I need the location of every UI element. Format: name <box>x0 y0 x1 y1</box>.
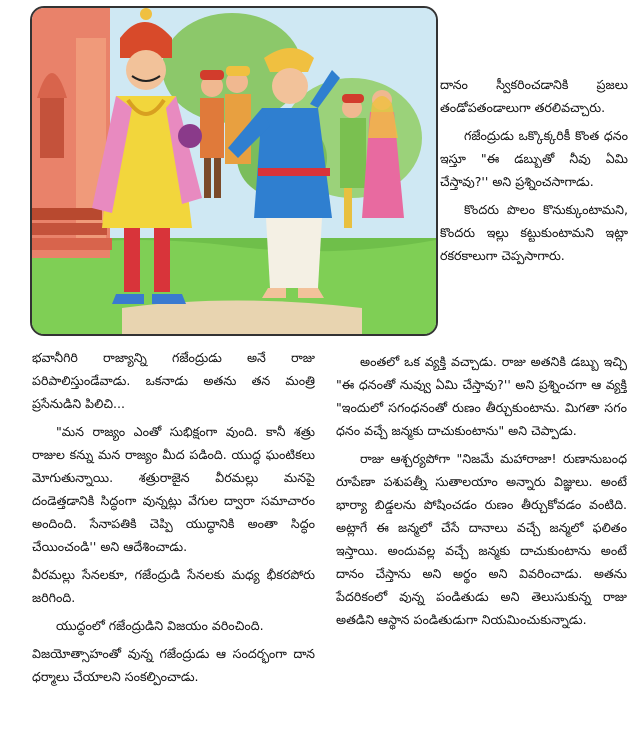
paragraph: వీరమల్లు సేనలకూ, గజేంద్రుడి సేనలకు మధ్య భీకరపోరు జరిగింది. <box>32 567 315 605</box>
top-right-text <box>440 73 628 267</box>
paragraph: రాజు ఆశ్చర్యపోగా "నిజమే మహారాజా! రుణానుబంధ రూపేణా పశుపత్నీ సుతాలయాం అన్నారు విజ్ఞులు. అంటే భార్యా బిడ్డలను పోషించడం రుణం తీర్చుకోవడం వంటిది. అట్లాగే ఈ జన్మలో చేసే దానాలు వచ్చే జన్మలో ఫలితం ఇస్తాయి. అందువల్ల వచ్చే జన్మకు దాచుకుంటాను అంటే దానం చేస్తాను అని అర్థం అని వివరించాడు. అతను పేదరికంలో వున్న పండితుడు అని తెలుసుకున్న రాజు అతడిని ఆస్థాన పండితుడుగా నియమించుకున్నాడు. <box>336 451 627 627</box>
paragraph: విజయోత్సాహంతో వున్న గజేంద్రుడు ఆ సందర్భంగా దాన ధర్మాలు చేయాలని సంకల్పించాడు. <box>32 646 315 684</box>
paragraph: దానం స్వీకరించడానికి ప్రజలు తండోపతండాలుగా తరలివచ్చారు. <box>440 77 628 115</box>
paragraph: కొందరు పొలం కొనుక్కుంటామని, కొందరు ఇల్లు కట్టుకుంటామని ఇట్లా రకరకాలుగా చెప్పసాగారు. <box>440 202 628 263</box>
paragraph: గజేంద్రుడు ఒక్కొక్కరికీ కొంత ధనం ఇస్తూ "ఈ డబ్బుతో నీవు ఏమి చేస్తావు?'' అని ప్రశ్నించసాగాడు. <box>440 128 628 189</box>
opening-paragraph: భవానీగిరి రాజ్యాన్ని గజేంద్రుడు అనే రాజు పరిపాలిస్తుండేవాడు. ఒకనాడు అతను తన మంత్రి ప్రసేనుడిని పిలిచి... <box>32 350 315 411</box>
left-column-text <box>32 346 315 688</box>
paragraph: అంతలో ఒక వ్యక్తి వచ్చాడు. రాజు అతనికి డబ్బు ఇచ్చి "ఈ ధనంతో నువ్వు ఏమి చేస్తావు?'' అని ప్రశ్నించగా ఆ వ్యక్తి "ఇందులో సగంధనంతో రుణం తీర్చుకుంటాను. మిగతా సగం ధనం వచ్చే జన్మకు దాచుకుంటాను" అని చెప్పాడు. <box>336 354 627 438</box>
right-column-text <box>336 350 627 631</box>
paragraph: "మన రాజ్యం ఎంతో సుభిక్షంగా వుంది. కానీ శత్రు రాజుల కన్ను మన రాజ్యం మీద పడింది. యుద్ధ ఘంటికలు మోగుతున్నాయి. శత్రురాజైన వీరమల్లు మనపై దండెత్తడానికి సిద్ధంగా వున్నట్లు వేగుల ద్వారా సమాచారం అందింది. సేనాపతికి చెప్పి యుద్ధానికి అంతా సిద్ధం చేయించండి'' అని ఆదేశించాడు. <box>32 424 315 554</box>
paragraph: యుద్ధంలో గజేంద్రుడిని విజయం వరించింది. <box>56 618 264 633</box>
story-illustration <box>30 6 438 336</box>
palace <box>32 8 112 258</box>
